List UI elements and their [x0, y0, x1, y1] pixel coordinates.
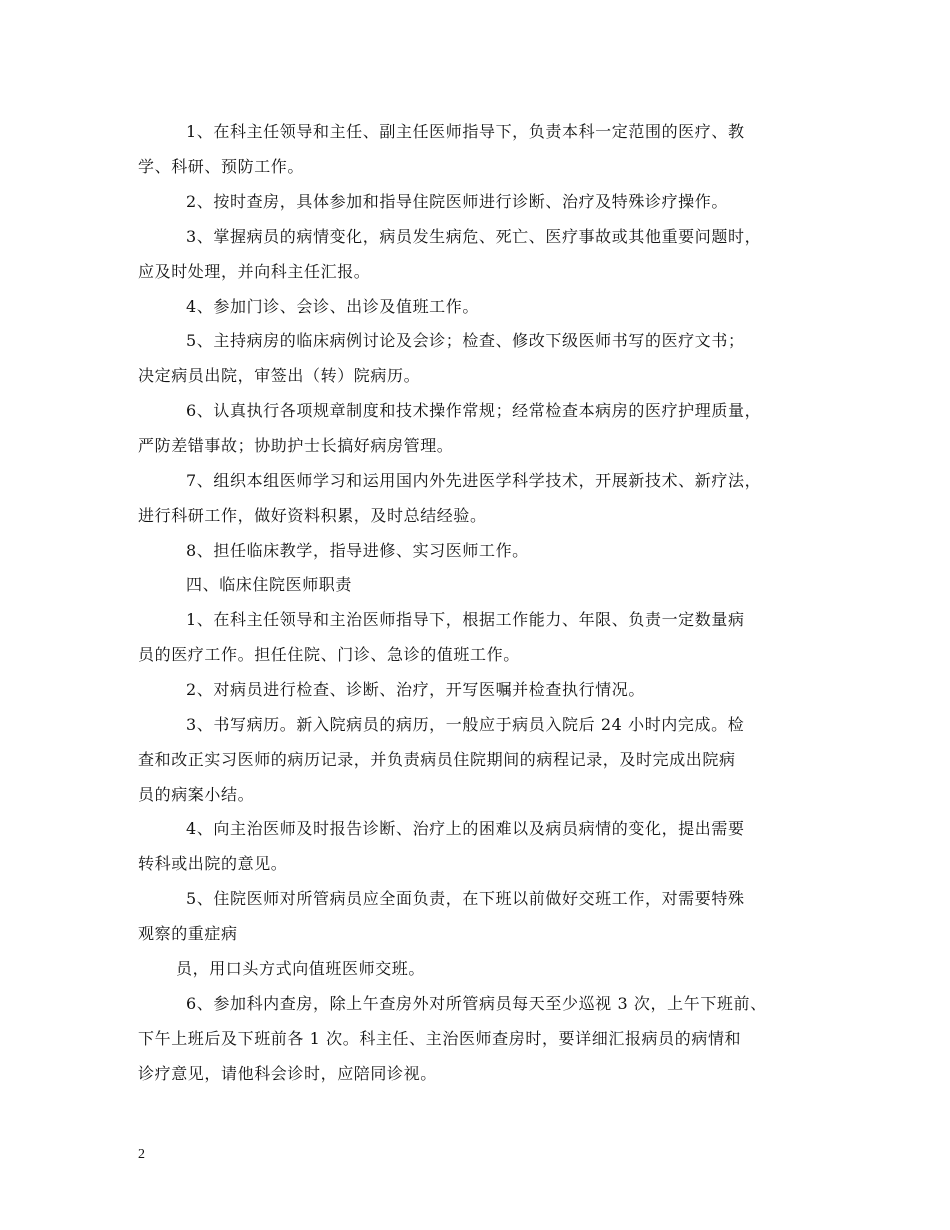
paragraph-line: 诊疗意见，请他科会诊时，应陪同诊视。	[138, 1064, 437, 1083]
paragraph-line: 4、参加门诊、会诊、出诊及值班工作。	[186, 297, 479, 316]
paragraph-line: 观察的重症病	[138, 924, 238, 943]
paragraph-line: 5、主持病房的临床病例讨论及会诊；检查、修改下级医师书写的医疗文书；	[186, 331, 745, 350]
paragraph-line: 员的病案小结。	[138, 785, 255, 804]
paragraph-line: 1、在科主任领导和主任、副主任医师指导下，负责本科一定范围的医疗、教	[186, 122, 745, 141]
section-heading: 四、临床住院医师职责	[186, 575, 353, 594]
paragraph-line: 员的医疗工作。担任住院、门诊、急诊的值班工作。	[138, 645, 520, 664]
paragraph-line: 应及时处理，并向科主任汇报。	[138, 262, 371, 281]
paragraph-line: 严防差错事故；协助护士长搞好病房管理。	[138, 436, 454, 455]
paragraph-line: 2、对病员进行检查、诊断、治疗，开写医嘱并检查执行情况。	[186, 680, 645, 699]
paragraph-line: 6、认真执行各项规章制度和技术操作常规；经常检查本病房的医疗护理质量，	[186, 401, 762, 420]
paragraph-line: 进行科研工作，做好资料积累，及时总结经验。	[138, 506, 487, 525]
page-number: 2	[138, 1147, 145, 1162]
paragraph-line: 学、科研、预防工作。	[138, 157, 305, 176]
paragraph-line: 6、参加科内查房，除上午查房外对所管病员每天至少巡视 3 次，上午下班前、	[186, 994, 767, 1013]
paragraph-line: 4、向主治医师及时报告诊断、治疗上的困难以及病员病情的变化，提出需要	[186, 819, 745, 838]
paragraph-line: 7、组织本组医师学习和运用国内外先进医学科学技术，开展新技术、新疗法，	[186, 471, 762, 490]
paragraph-line: 5、住院医师对所管病员应全面负责，在下班以前做好交班工作，对需要特殊	[186, 889, 745, 908]
paragraph-line: 决定病员出院，审签出（转）院病历。	[138, 366, 421, 385]
paragraph-line: 8、担任临床教学，指导进修、实习医师工作。	[186, 541, 529, 560]
paragraph-line: 转科或出院的意见。	[138, 854, 288, 873]
paragraph-line: 3、掌握病员的病情变化，病员发生病危、死亡、医疗事故或其他重要问题时，	[186, 227, 762, 246]
paragraph-line: 2、按时查房，具体参加和指导住院医师进行诊断、治疗及特殊诊疗操作。	[186, 192, 728, 211]
paragraph-line: 3、书写病历。新入院病员的病历，一般应于病员入院后 24 小时内完成。检	[186, 715, 745, 734]
paragraph-line: 查和改正实习医师的病历记录，并负责病员住院期间的病程记录，及时完成出院病	[138, 750, 736, 769]
paragraph-line: 下午上班后及下班前各 1 次。科主任、主治医师查房时，要详细汇报病员的病情和	[138, 1029, 742, 1048]
paragraph-line: 1、在科主任领导和主治医师指导下，根据工作能力、年限、负责一定数量病	[186, 610, 745, 629]
paragraph-line: 员，用口头方式向值班医师交班。	[176, 959, 426, 978]
